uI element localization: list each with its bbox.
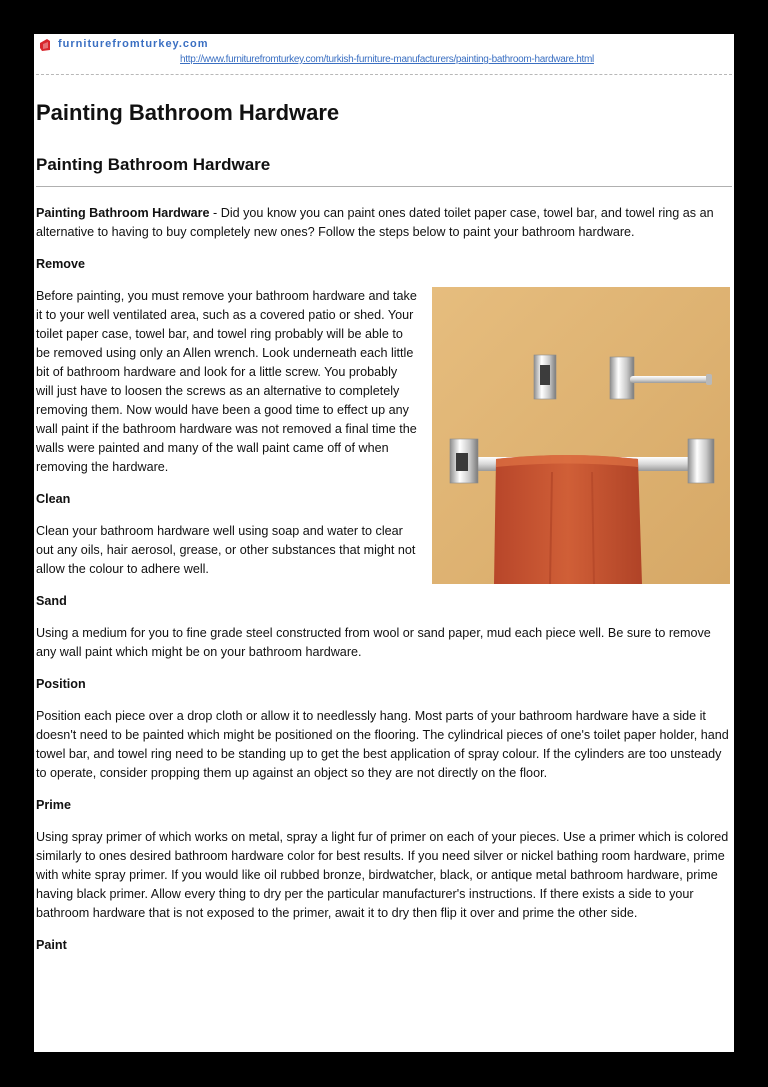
page-subtitle: Painting Bathroom Hardware — [36, 155, 271, 174]
heading-remove: Remove — [36, 257, 85, 271]
page-title: Painting Bathroom Hardware — [36, 100, 340, 125]
clean-paragraph: Clean your bathroom hardware well using soap and water to clear out any oils, hair aerosol, grease, or other substances that might not allow the colour to adhere well. — [36, 524, 416, 576]
heading-position: Position — [36, 677, 86, 691]
prime-paragraph: Using spray primer of which works on metal, spray a light fur of primer on each of your pieces. Use a primer which is colored similarly to ones desired bathroom hardware color for best results. If you need silver or nickel bathing room hardware, prime with white spray primer. If you would like oil rubbed bronze, birdwatcher, black, or antique metal bathroom hardware, prime having black primer. Allow every thing to dry per the particular manufacturer's instructions. If there exists a side to your bathroom hardware that is not exposed to the primer, await it to dry then flip it over and prime the other side. — [36, 830, 729, 920]
site-header — [34, 34, 734, 78]
heading-prime: Prime — [36, 798, 72, 812]
intro-paragraph — [36, 204, 730, 242]
article-body — [36, 204, 730, 968]
intro-bold: Painting Bathroom Hardware — [36, 206, 210, 220]
bathroom-hardware-photo — [432, 287, 730, 584]
heading-sand: Sand — [36, 594, 67, 608]
towel-bar-illustration — [432, 287, 730, 584]
page-url-link[interactable]: http://www.furniturefromturkey.com/turkish-furniture-manufacturers/painting-bathroom-hardware.html — [180, 54, 594, 65]
intro-text: - Did you know you can paint ones dated toilet paper case, towel bar, and towel ring as an alternative to having to buy completely new ones? Follow the steps below to paint your bathroom hardware. — [36, 206, 714, 239]
remove-paragraph: Before painting, you must remove your bathroom hardware and take it to your well ventilated area, such as a covered patio or shed. Your toilet paper case, towel bar, and towel ring probably will be able to be removed using only an Allen wrench. Look underneath each little bit of bathroom hardware and look for a little screw. You probably will just have to loosen the screws as an alternative to completely removing them. Now would have been a good time to effect up any wall paint if the bathroom hardware was not removed a final time the walls were painted and many of the wall paint came off of when removing the hardware. — [36, 289, 417, 474]
sand-paragraph: Using a medium for you to fine grade steel constructed from wool or sand paper, mud each piece well. Be sure to remove any wall paint which might be on your bathroom hardware. — [36, 626, 711, 659]
heading-clean: Clean — [36, 492, 71, 506]
site-name-link[interactable]: furniturefromturkey.com — [58, 38, 209, 50]
site-logo-icon — [38, 38, 52, 52]
title-divider — [36, 186, 732, 187]
heading-paint: Paint — [36, 938, 67, 952]
position-paragraph: Position each piece over a drop cloth or allow it to needlessly hang. Most parts of your bathroom hardware have a side it doesn't need to be painted which might be positioned on the flooring. The cylindrical pieces of one's toilet paper holder, hand towel bar, and towel ring need to be standing up to get the best application of spray colour. If the cylinders are too unsteady to operate, consider propping them up against an object so they are not directly on the floor. — [36, 709, 729, 780]
document-page — [34, 34, 734, 1052]
header-divider — [36, 74, 732, 75]
